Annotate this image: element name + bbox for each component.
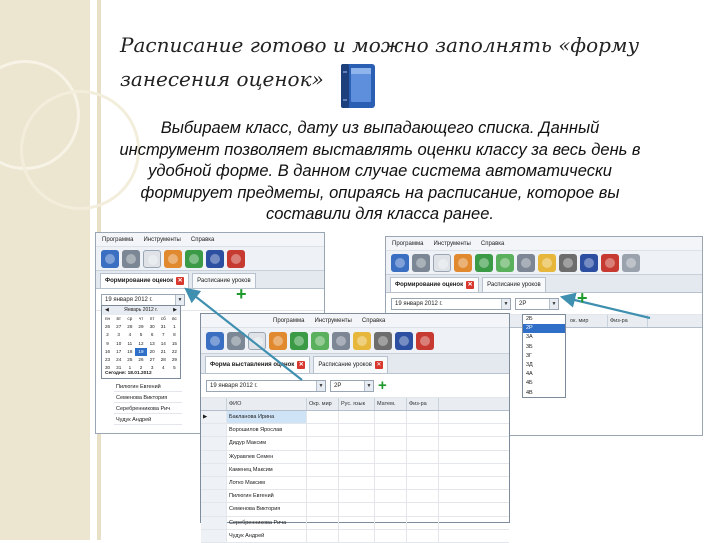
class-select[interactable] [330,380,374,392]
tab-label: Расписание уроков [487,282,541,288]
grid-header [201,398,509,411]
calendar-today[interactable]: Сегодня: 18.01.2012 [105,371,152,376]
grid-icon[interactable] [496,254,514,272]
table-row[interactable] [201,490,509,503]
book-red-icon[interactable] [601,254,619,272]
menu-item-program[interactable]: Программа [273,318,305,324]
row-indicator [201,503,227,515]
calendar-day[interactable]: 7 [161,332,165,338]
row-indicator [201,517,227,529]
notebook-icon[interactable] [580,254,598,272]
date-select-value: 19 января 2012 г. [395,300,443,307]
calendar-day[interactable]: 31 [116,365,122,371]
calendar-day[interactable]: 27 [116,324,122,330]
student-name-cell[interactable]: Ворошилов Ярослав [227,424,307,436]
grade-cell[interactable] [407,464,439,476]
row-indicator [201,424,227,436]
calendar-day[interactable]: 22 [171,348,177,354]
group-icon[interactable] [269,332,287,350]
dropdown-option[interactable]: 3А [526,334,533,341]
calendar-weekdays [102,315,180,323]
tab-schedule[interactable] [482,277,546,292]
row-indicator [201,451,227,463]
document-icon[interactable] [248,332,266,350]
tab-label: Форма выставления оценок [210,362,295,368]
tab-strip [96,271,324,289]
grade-cell[interactable] [307,411,339,423]
weekday-label: пн [105,316,111,321]
calendar-day[interactable]: 6 [150,332,154,338]
calendar-day[interactable]: 28 [127,324,133,330]
grade-cell[interactable] [407,517,439,529]
pen-icon[interactable] [374,332,392,350]
tab-strip [201,354,509,374]
row-indicator [201,464,227,476]
date-select[interactable] [206,380,326,392]
app-window-front [200,313,510,539]
calendar-day[interactable]: 12 [138,340,144,346]
calendar-day[interactable]: 23 [105,356,111,362]
table-row[interactable] [201,464,509,477]
dropdown-option[interactable]: 3Д [526,361,533,368]
calendar-day[interactable]: 9 [106,340,109,346]
calendar-day[interactable]: 5 [139,332,143,338]
calendar-month: Январь 2012 г. [124,307,158,313]
grade-cell[interactable] [407,411,439,423]
grade-cell[interactable] [339,451,375,463]
calendar-day[interactable]: 26 [138,356,144,362]
calendar-day[interactable]: 2 [139,365,143,371]
dropdown-option[interactable]: 3Б [526,343,533,350]
pen-icon[interactable] [559,254,577,272]
student-list [114,381,182,425]
tab-grades-form[interactable] [390,277,479,292]
menu-bar [386,237,702,251]
menu-bar [201,314,509,328]
menu-item-tools[interactable]: Инструменты [143,237,181,243]
close-icon[interactable]: ✕ [177,278,183,284]
grades-grid [201,398,509,543]
books-icon[interactable] [185,250,203,268]
calendar-day[interactable]: 13 [149,340,155,346]
grade-cell[interactable] [407,530,439,542]
menu-item-tools[interactable]: Инструменты [433,241,471,247]
tab-strip [386,275,702,293]
student-name-cell[interactable]: Серебренникова Рича [227,517,307,529]
list-item[interactable]: Семенова Виктория [114,392,182,403]
grade-cell[interactable] [407,503,439,515]
grade-cell[interactable] [339,530,375,542]
list-item[interactable]: Серебренникова Рич [114,403,182,414]
student-name-cell[interactable]: Пилюгин Евгений [227,490,307,502]
prev-month-icon[interactable]: ◀ [105,307,109,313]
calendar-day[interactable]: 2 [106,332,109,338]
grade-cell[interactable] [407,490,439,502]
grade-cell[interactable] [375,451,407,463]
close-icon[interactable]: ✕ [467,282,473,288]
calculator-icon[interactable] [517,254,535,272]
calendar-day[interactable]: 24 [116,356,122,362]
date-select-value: 19 января 2012 г. [105,296,153,303]
date-select-value: 19 января 2012 г. [210,382,258,389]
grade-cell[interactable] [375,517,407,529]
menu-item-help[interactable]: Справка [190,237,215,243]
calendar-day[interactable]: 30 [105,365,111,371]
document-icon[interactable] [433,254,451,272]
clock-icon[interactable] [412,254,430,272]
weekday-label: вт [116,316,121,321]
menu-item-program[interactable]: Программа [102,237,134,243]
next-month-icon[interactable]: ▶ [173,307,177,313]
grade-cell[interactable] [375,530,407,542]
calendar-day[interactable]: 29 [138,324,144,330]
menu-item-tools[interactable]: Инструменты [314,318,352,324]
weekday-label: чт [138,316,144,321]
calendar-week [102,331,180,339]
calendar-day[interactable]: 20 [149,348,155,354]
grade-cell[interactable] [375,477,407,489]
grade-cell[interactable] [339,437,375,449]
document-icon[interactable] [143,250,161,268]
grade-cell[interactable] [339,424,375,436]
grade-cell[interactable] [339,517,375,529]
notebook-icon[interactable] [206,250,224,268]
weekday-label: сб [160,316,166,321]
add-icon[interactable]: + [236,284,247,304]
grade-cell[interactable] [375,464,407,476]
dropdown-option[interactable]: 4Б [526,380,533,387]
row-indicator: ▶ [201,411,227,423]
slide-description: Выбираем класс, дату из выпадающего списка. Данный инструмент позволяет выставлять оценки классу за весь день в удобной форме. В данном случае система автоматически формирует предметы, опираясь на расписание, которое вы составили для класса ранее. [119,119,641,223]
close-icon[interactable]: ✕ [298,362,304,368]
grade-cell[interactable] [407,477,439,489]
books-icon[interactable] [290,332,308,350]
calendar-day[interactable]: 30 [149,324,155,330]
dropdown-option[interactable]: 2Б [526,316,533,322]
calendar-week [102,348,180,356]
grade-cell[interactable] [375,490,407,502]
student-name-cell[interactable]: Лотко Максим [227,477,307,489]
row-indicator [201,477,227,489]
settings-icon[interactable] [622,254,640,272]
dropdown-option[interactable]: 3Г [526,352,533,359]
dropdown-option[interactable]: 4А [526,371,533,378]
calendar-day[interactable]: 11 [127,340,133,346]
row-indicator [201,530,227,542]
tab-label: Формирование оценок [105,278,174,284]
grade-cell[interactable] [307,490,339,502]
calendar-day[interactable]: 3 [117,332,120,338]
weekday-label: ср [127,316,133,321]
book-red-icon[interactable] [416,332,434,350]
grade-cell[interactable] [375,424,407,436]
grade-cell[interactable] [307,437,339,449]
tab-grades-form[interactable] [205,356,310,373]
menu-bar [96,233,324,247]
table-row[interactable] [201,477,509,490]
calendar-day[interactable]: 5 [173,365,176,371]
dropdown-option[interactable]: 2Р [523,324,565,333]
users-icon[interactable] [391,254,409,272]
grade-cell[interactable] [307,517,339,529]
calendar-day[interactable]: 15 [171,340,177,346]
clock-icon[interactable] [122,250,140,268]
calendar-day[interactable]: 1 [128,365,132,371]
close-icon[interactable]: ✕ [376,362,382,368]
list-item[interactable]: Пилюгин Евгений [114,381,182,392]
grade-cell[interactable] [307,451,339,463]
calendar-header [102,306,180,315]
grade-cell[interactable] [307,477,339,489]
menu-item-help[interactable]: Справка [480,241,505,247]
table-row[interactable] [201,517,509,530]
filter-row [201,374,509,398]
grade-cell[interactable] [339,503,375,515]
row-indicator [201,490,227,502]
calendar-day[interactable]: 8 [173,332,176,338]
student-name-cell[interactable]: Чудук Андрей [227,530,307,542]
class-select-value: 2Р [334,382,342,389]
dropdown-option[interactable]: 4В [526,389,533,396]
grade-cell[interactable] [375,411,407,423]
calendar-day[interactable]: 25 [127,356,133,362]
users-icon[interactable] [101,250,119,268]
grid-icon[interactable] [311,332,329,350]
column-header: ФИО [227,398,307,410]
calendar-day[interactable]: 17 [116,348,122,354]
list-item[interactable]: Чудук Андрей [114,414,182,425]
table-row[interactable] [201,437,509,450]
column-header: Физ-ра [407,398,439,410]
grade-cell[interactable] [407,424,439,436]
group-icon[interactable] [164,250,182,268]
date-select[interactable] [391,298,511,310]
class-select-value: 2Р [519,300,527,307]
date-select[interactable] [101,294,185,306]
add-icon[interactable]: + [577,288,588,308]
toolbar [96,247,324,271]
class-dropdown-list [522,314,566,398]
table-row[interactable] [201,503,509,516]
column-header: Рус. язык [339,398,375,410]
grade-cell[interactable] [339,464,375,476]
row-indicator [201,437,227,449]
calendar-day[interactable]: 16 [105,348,111,354]
column-header: Матем. [375,398,407,410]
tab-grades-form[interactable] [100,273,189,288]
weekday-label: вс [172,316,177,321]
grade-cell[interactable] [307,503,339,515]
toolbar [386,251,702,275]
toolbar [201,328,509,354]
table-row[interactable] [201,411,509,424]
calendar-day[interactable]: 31 [160,324,166,330]
weekday-label: пт [149,316,155,321]
student-name-cell[interactable]: Бакланова Ирина [227,411,307,423]
books-icon[interactable] [475,254,493,272]
grade-cell[interactable] [407,451,439,463]
calendar-day[interactable]: 21 [160,348,166,354]
slide-title: Расписание готово и можно заполнять «форму занесения оценок» [120,33,640,91]
calendar-day[interactable]: 4 [128,332,132,338]
menu-item-program[interactable]: Программа [392,241,424,247]
users-icon[interactable] [206,332,224,350]
calendar-day[interactable]: 26 [105,324,111,330]
calendar-day[interactable]: 10 [116,340,122,346]
calendar-day[interactable]: 27 [149,356,155,362]
table-row[interactable] [201,424,509,437]
calendar-grid [102,315,180,372]
calendar-day[interactable]: 29 [171,356,177,362]
column-header: Физ-ра [608,315,648,327]
clock-icon[interactable] [227,332,245,350]
class-select[interactable] [515,298,559,310]
calendar-week [102,356,180,364]
mail-icon[interactable] [538,254,556,272]
calendar-week [102,323,180,331]
student-name-cell[interactable]: Дидур Максим [227,437,307,449]
chevron-down-icon[interactable]: ▼ [549,299,558,309]
table-row[interactable] [201,530,509,543]
calendar-day[interactable]: 19 [135,348,146,356]
calendar-day[interactable]: 14 [160,340,166,346]
calendar-day[interactable]: 3 [150,365,154,371]
column-header: ок. мир [568,315,608,327]
grade-cell[interactable] [339,411,375,423]
grade-cell[interactable] [307,530,339,542]
tab-label: Расписание уроков [197,278,251,284]
grade-cell[interactable] [339,490,375,502]
grade-cell[interactable] [339,477,375,489]
notebook-icon[interactable] [395,332,413,350]
grade-cell[interactable] [375,503,407,515]
grade-cell[interactable] [307,424,339,436]
column-header: Окр. мир [307,398,339,410]
student-name-cell[interactable]: Семенова Виктория [227,503,307,515]
calendar-week [102,340,180,348]
menu-item-help[interactable]: Справка [361,318,386,324]
chevron-down-icon[interactable]: ▼ [501,299,510,309]
calendar-day[interactable]: 28 [160,356,166,362]
tab-label: Расписание уроков [318,362,372,368]
calendar-popup [101,305,181,379]
book-red-icon[interactable] [227,250,245,268]
calendar-day[interactable]: 4 [161,365,165,371]
add-icon[interactable]: + [378,376,387,394]
grid-body [201,411,509,543]
chevron-down-icon[interactable]: ▼ [175,295,184,305]
chevron-down-icon[interactable]: ▼ [316,381,325,391]
group-icon[interactable] [454,254,472,272]
calendar-day[interactable]: 18 [127,348,133,354]
student-name-cell[interactable]: Журавлев Семен [227,451,307,463]
student-name-cell[interactable]: Каменец Максим [227,464,307,476]
calculator-icon[interactable] [332,332,350,350]
grade-cell[interactable] [375,437,407,449]
chevron-down-icon[interactable]: ▼ [364,381,373,391]
calendar-day[interactable]: 1 [173,324,176,330]
table-row[interactable] [201,451,509,464]
filter-row [386,293,702,315]
grade-cell[interactable] [307,464,339,476]
mail-icon[interactable] [353,332,371,350]
tab-schedule[interactable] [313,356,388,373]
book-icon [337,62,379,110]
tab-schedule[interactable] [192,273,256,288]
grade-cell[interactable] [407,437,439,449]
tab-label: Формирование оценок [395,282,464,288]
row-indicator-header [201,398,227,410]
